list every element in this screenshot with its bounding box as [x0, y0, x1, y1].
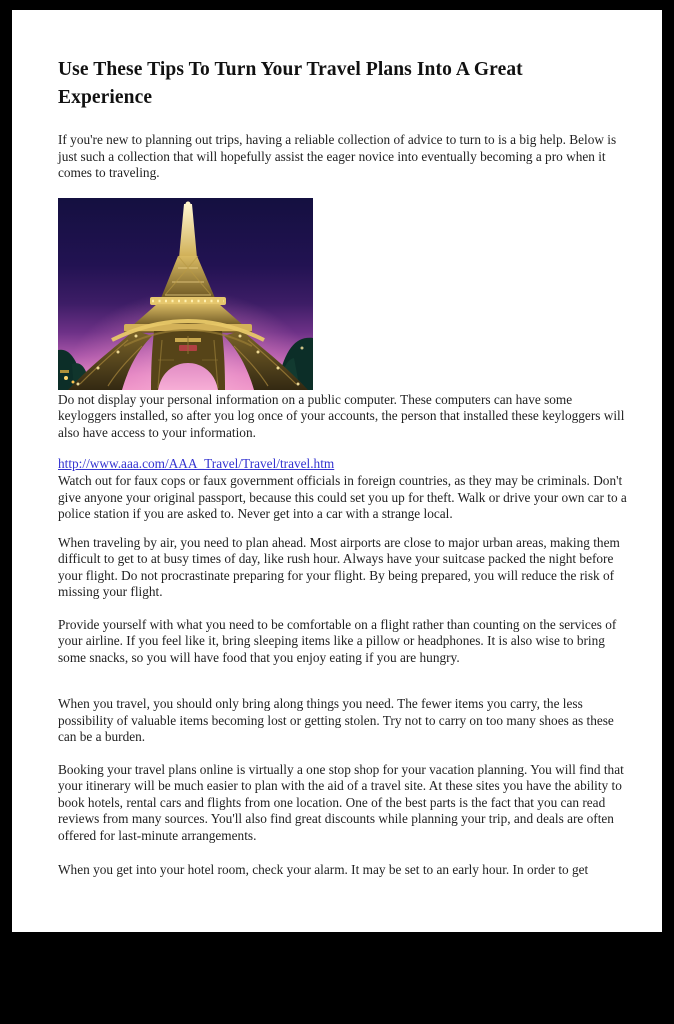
- paragraph-packing-light: When you travel, you should only bring along things you need. The fewer items you carry, the less possibility of valuable items becoming lost or getting stolen. Try not to carry on too many shoes as these can be a burden.: [58, 696, 614, 744]
- link-line: [58, 454, 662, 473]
- paragraph-hotel-alarm: When you get into your hotel room, check your alarm. It may be set to an early hour. In order to get: [58, 862, 589, 877]
- eiffel-tower-image: [58, 198, 313, 390]
- article-title: Use These Tips To Turn Your Travel Plans Into A Great Experience: [58, 59, 523, 108]
- paragraph-online-booking: Booking your travel plans online is virtually a one stop shop for your vacation planning. You will find that your itinerary will be much easier to plan with the aid of a travel site. At these sites you have the ability to book hotels, rental cars and flights from one location. One of the best parts is the fact that you can read reviews from many sources. You'll also find great discounts while planning your trip, and deals are often offered for last-minute arrangements.: [58, 761, 624, 843]
- paragraph-intro: If you're new to planning out trips, having a reliable collection of advice to turn to is a big help. Below is just such a collection that will hopefully assist the eager novice into eventually becoming a pro when it comes to traveling.: [58, 132, 617, 180]
- paragraph-flight-comfort: Provide yourself with what you need to be comfortable on a flight rather than counting on the services of your airline. If you feel like it, bring sleeping items like a pillow or headphones. It is also wise to bring some snacks, so you will have food that you enjoy eating if you are hungry.: [58, 616, 617, 665]
- eiffel-tower-photo: [58, 198, 313, 390]
- paragraph-faux-cops: Watch out for faux cops or faux government officials in foreign countries, as they may be criminals. Don't give anyone your original passport, because this could set you up for theft. Walk or drive your own car to a police station if you are asked to. Never get into a car with a strange local.: [58, 473, 627, 521]
- article-link[interactable]: http://www.aaa.com/AAA_Travel/Travel/travel.htm: [58, 456, 335, 471]
- paragraph-air-travel: When traveling by air, you need to plan ahead. Most airports are close to major urban areas, making them difficult to get to at busy times of day, like rush hour. Always have your suitcase packed the night before your flight. Do not procrastinate preparing for your flight. By being prepared, you will reduce the risk of missing your flight.: [58, 534, 620, 599]
- paragraph-keyloggers: Do not display your personal information on a public computer. These computers can have some keyloggers installed, so after you log once of your accounts, the person that installed these keyloggers will also have access to your information.: [58, 391, 625, 440]
- document-page: [12, 10, 662, 932]
